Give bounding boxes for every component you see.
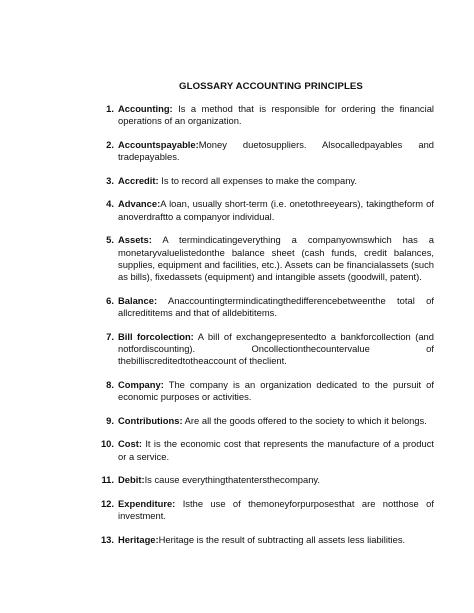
entry-term: Expenditure: xyxy=(118,497,176,509)
entry-number: 13. xyxy=(100,533,114,545)
entry-term: Contributions: xyxy=(118,414,183,426)
glossary-entry xyxy=(100,438,434,463)
entry-definition: Is a method that is responsible for ordering the financial operations of an organization. xyxy=(118,103,434,127)
entry-term: Bill forcolection: xyxy=(118,330,194,342)
entry-number: 7. xyxy=(106,330,114,342)
glossary-entry xyxy=(100,379,434,404)
entry-number: 9. xyxy=(106,414,114,426)
entry-number: 1. xyxy=(106,103,114,114)
glossary-entry xyxy=(100,534,434,546)
entry-definition: Money duetosuppliers. Alsocalledpayables and tradepayables. xyxy=(118,138,434,163)
glossary-entry xyxy=(100,175,434,187)
entry-definition: The company is an organization dedicated to the pursuit of economic purposes or activities. xyxy=(118,378,434,403)
entry-number: 4. xyxy=(106,198,114,210)
entry-definition: Is to record all expenses to make the company. xyxy=(158,174,358,186)
entry-number: 5. xyxy=(106,234,114,246)
entry-definition: Anaccountingtermindicatingthedifferencebetweenthe total of allcredititems and that of alldebititems. xyxy=(118,294,434,319)
entry-definition: Heritage is the result of subtracting all assets less liabilities. xyxy=(158,533,406,545)
entry-number: 3. xyxy=(106,174,114,186)
glossary-entry xyxy=(100,498,434,523)
entry-definition: A bill of exchangepresentedto a bankforcollection (and notfordiscounting). Oncollectionthecountervalue of thebilliscreditedtotheaccount of theclient. xyxy=(118,330,434,367)
glossary-entry xyxy=(100,295,434,320)
entry-definition: A loan, usually short-term (i.e. onetothreeyears), takingtheform of anoverdraftto a companyor individual. xyxy=(118,198,434,222)
entry-term: Assets: xyxy=(118,234,152,246)
entry-term: Accounting: xyxy=(118,103,173,114)
entry-number: 12. xyxy=(100,497,114,509)
glossary-entry xyxy=(100,331,434,368)
entry-term: Balance: xyxy=(118,294,158,306)
glossary-entry xyxy=(100,234,434,283)
entry-term: Cost: xyxy=(118,438,142,450)
entry-definition: It is the economic cost that represents the manufacture of a product or a service. xyxy=(118,438,434,462)
entry-term: Company: xyxy=(118,378,164,390)
glossary-entry xyxy=(100,415,434,427)
glossary-entry xyxy=(100,198,434,223)
entry-definition: Is cause everythingthatentersthecompany. xyxy=(144,474,321,486)
entry-term: Accredit: xyxy=(118,174,159,186)
entry-definition: Are all the goods offered to the society to which it belongs. xyxy=(182,414,427,426)
entry-definition: A termindicatingeverything a companyownswhich has a monetaryvaluelistedonthe balance sheet (cash funds, credit balances, supplies, equipment and facilities, etc.). Assets can be financialassets (such as bills), fixedassets (equipment) and intangible assets (goodwill, patent). xyxy=(118,234,434,283)
glossary-entry xyxy=(100,103,434,128)
entry-term: Advance: xyxy=(118,198,161,210)
entry-number: 10. xyxy=(100,438,114,450)
entry-definition: Isthe use of themoneyforpurposesthat are notthose of investment. xyxy=(118,497,434,522)
glossary-list xyxy=(100,103,434,546)
document-title: GLOSSARY ACCOUNTING PRINCIPLES xyxy=(179,81,363,92)
entry-term: Accountspayable: xyxy=(118,138,199,150)
entry-number: 11. xyxy=(101,474,114,486)
entry-number: 2. xyxy=(106,138,114,150)
entry-term: Heritage: xyxy=(118,533,159,545)
glossary-entry xyxy=(100,474,434,486)
glossary-entry xyxy=(100,139,434,164)
entry-number: 8. xyxy=(106,378,114,390)
entry-term: Debit: xyxy=(118,474,145,486)
entry-number: 6. xyxy=(106,294,114,306)
